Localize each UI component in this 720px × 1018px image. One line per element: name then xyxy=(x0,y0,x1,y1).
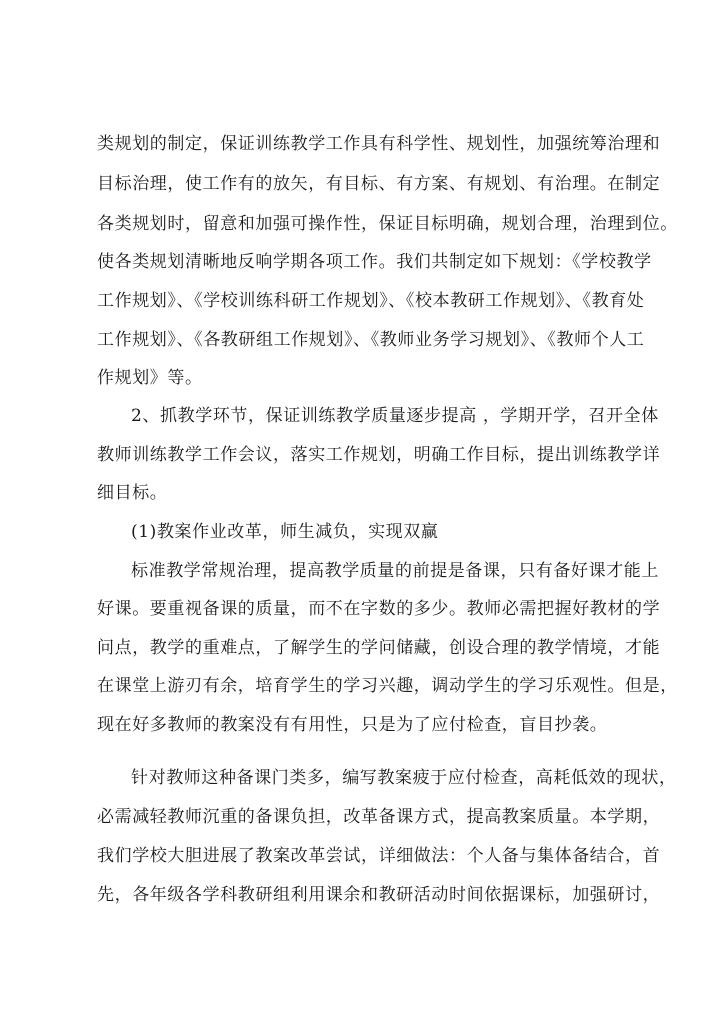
paragraph-line: 目标治理，使工作有的放矢，有目标、有方案、有规划、有治理。在制定 xyxy=(97,174,661,194)
paragraph-line: 工作规划》、《学校训练科研工作规划》、《校本教研工作规划》、《教育处 xyxy=(97,291,645,311)
paragraph-line: 问点，教学的重难点，了解学生的学问储藏，创设合理的教学情境，才能 xyxy=(97,638,661,658)
paragraph-line: 细目标。 xyxy=(97,483,168,503)
paragraph-line: 教师训练教学工作会议，落实工作规划，明确工作目标，提出训练教学详 xyxy=(97,445,661,465)
paragraph-line: 先，各年级各学科教研组利用课余和教研活动时间依据课标，加强研讨， xyxy=(97,885,661,905)
paragraph-line: 针对教师这种备课门类多，编写教案疲于应付检查，高耗低效的现状， xyxy=(131,768,677,788)
section-heading-line: 2、抓教学环节，保证训练教学质量逐步提高 ，学期开学，召开全体 xyxy=(131,406,659,426)
paragraph-line: 必需减轻教师沉重的备课负担，改革备课方式，提高教案质量。本学期， xyxy=(97,807,661,827)
paragraph-line: 各类规划时，留意和加强可操作性，保证目标明确，规划合理，治理到位。 xyxy=(97,214,678,234)
paragraph-line: 类规划的制定，保证训练教学工作具有科学性、规划性，加强统筹治理和 xyxy=(97,134,661,154)
subsection-heading: (1)教案作业改革，师生减负，实现双赢 xyxy=(131,522,439,542)
paragraph-line: 在课堂上游刃有余，培育学生的学习兴趣，调动学生的学习乐观性。但是， xyxy=(97,676,678,696)
paragraph-line: 使各类规划清晰地反响学期各项工作。我们共制定如下规划：《学校教学 xyxy=(97,252,652,272)
paragraph-line: 工作规划》、《各教研组工作规划》、《教师业务学习规划》、《教师个人工 xyxy=(97,330,645,350)
paragraph-line: 我们学校大胆进展了教案改革尝试，详细做法：个人备与集体备结合，首 xyxy=(97,846,661,866)
paragraph-line: 作规划》等。 xyxy=(97,368,203,388)
paragraph-line: 标准教学常规治理，提高教学质量的前提是备课，只有备好课才能上 xyxy=(131,561,659,581)
paragraph-line: 现在好多教师的教案没有有用性，只是为了应付检查，盲目抄袭。 xyxy=(97,715,608,735)
paragraph-line: 好课。要重视备课的质量，而不在字数的多少。教师必需把握好教材的学 xyxy=(97,599,661,619)
